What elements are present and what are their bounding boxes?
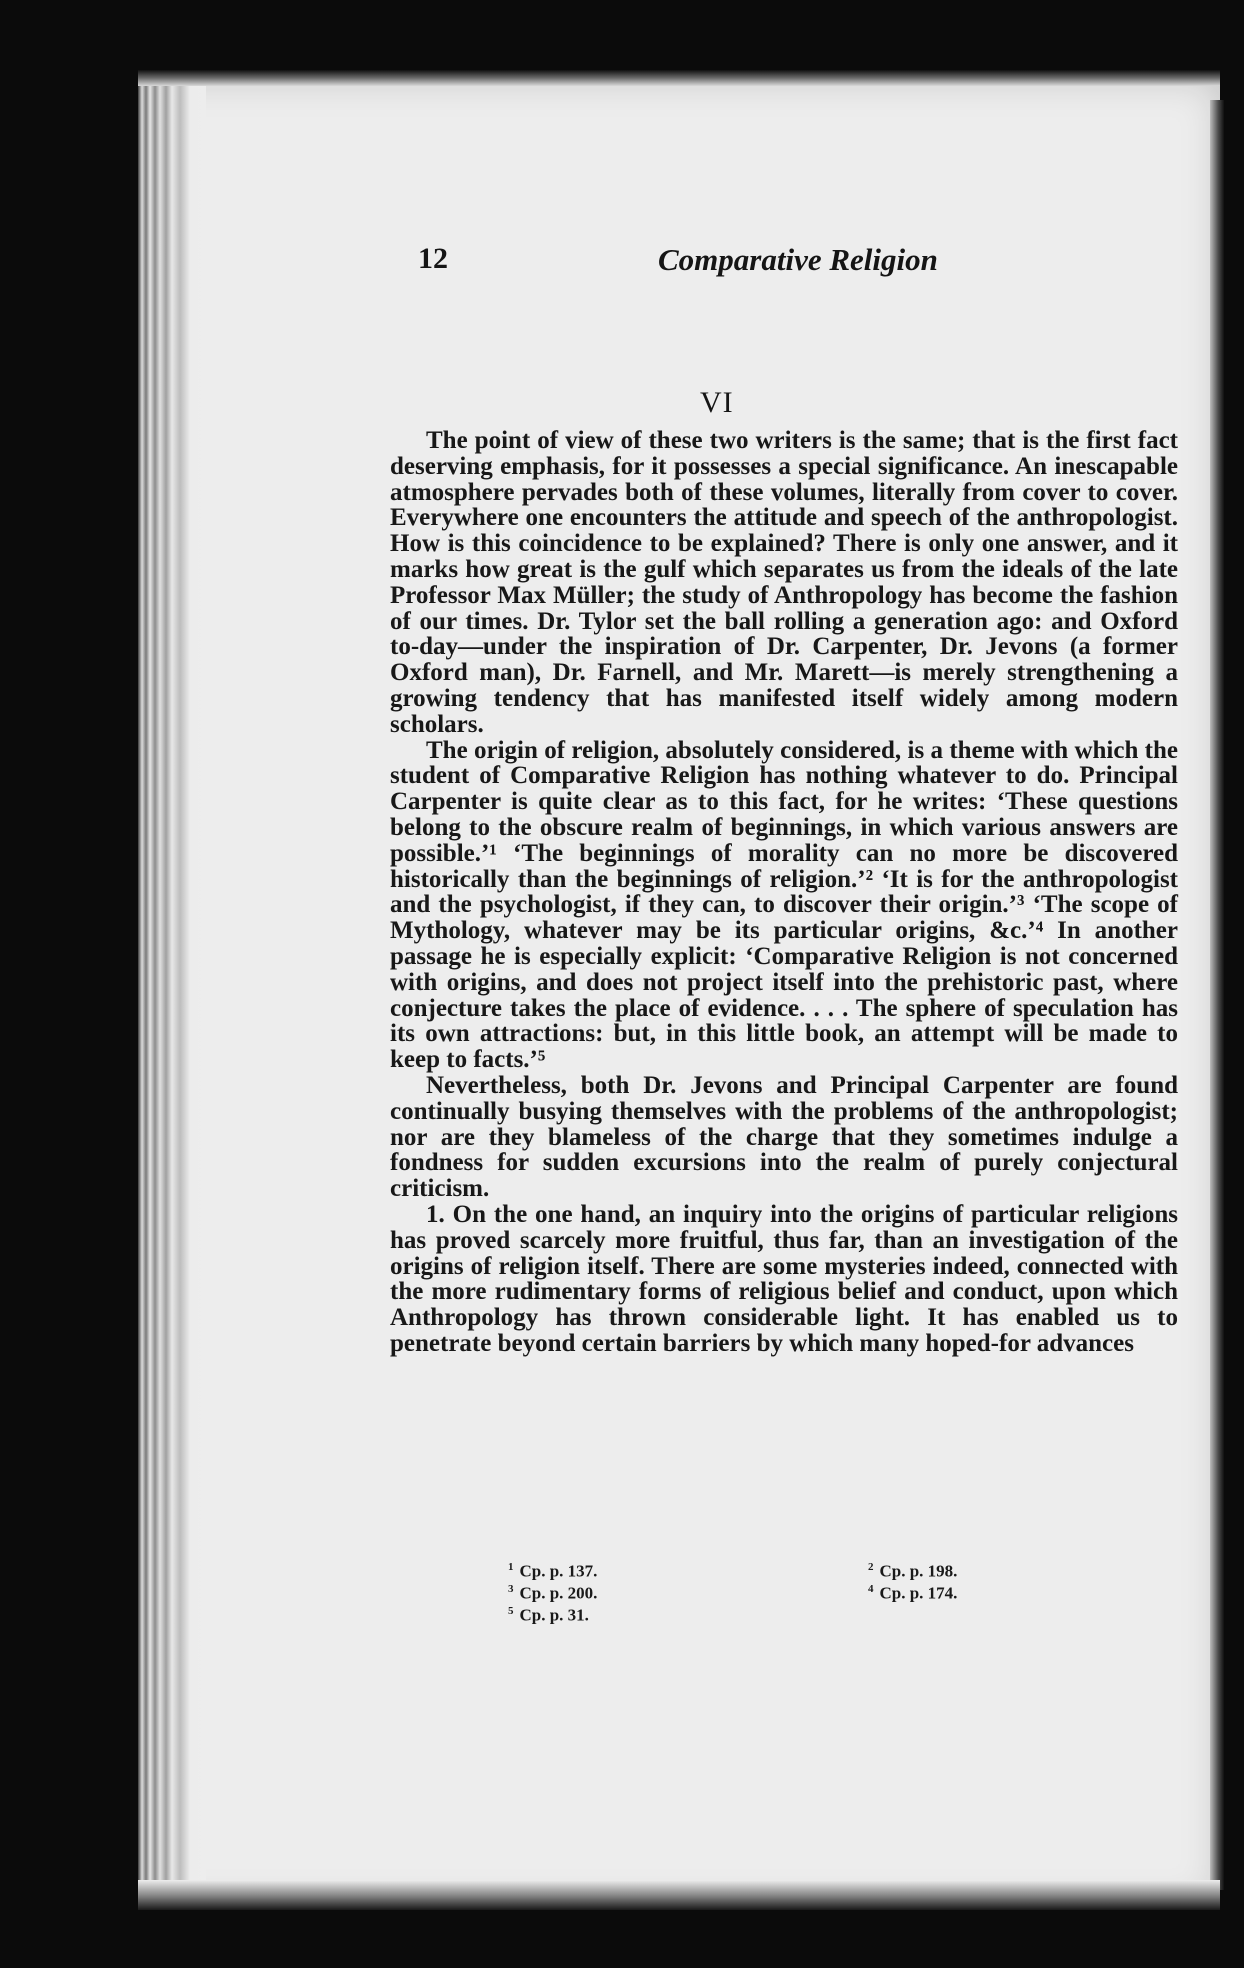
footnote-mark: 3 [508,1583,514,1595]
footnote-mark: 2 [868,1561,874,1573]
paragraph: 1. On the one hand, an inquiry into the origins of particular religions has proved scarcely more fruitful, thus far, than an investigation of the origins of religion itself. There are some mysteries indeed, connected with the more rudimentary forms of religious belief and conduct, upon which Anthropology has thrown considerable light. It has enabled us to penetrate beyond certain barriers by which many hoped-for advances [390,1200,1178,1357]
page-gutter [138,78,206,1908]
footnote [868,1578,957,1605]
page-top-edge [138,70,1220,86]
section-heading: VI [700,386,734,419]
paragraph: The origin of religion, absolutely considered, is a theme with which the student of Comparative Religion has nothing whatever to do. Principal Carpenter is quite clear as to this fact, for he writes: ‘These questions belong to the obscure realm of beginnings, in which various answers are possible.’¹ ‘The beginnings of morality can no more be discovered historically than the beginnings of religion.’² ‘It is for the anthropologist and the psychologist, if they can, to discover their origin.’³ ‘The scope of Mythology, whatever may be its particular origins, &c.’⁴ In another passage he is especially explicit: ‘Comparative Religion is not concerned with origins, and does not project itself into the prehistoric past, where conjecture takes the place of evidence. . . . The sphere of speculation has its own attractions: but, in this little book, an attempt will be made to keep to facts.’⁵ [390,736,1178,1074]
paragraph: Nevertheless, both Dr. Jevons and Principal Carpenter are found continually busying themselves with the problems of the anthropologist; nor are they blameless of the charge that they sometimes indulge a fondness for sudden excursions into the realm of purely conjectural criticism. [390,1071,1178,1203]
footnote-text: Cp. p. 137. [519,1561,598,1581]
footnote [508,1600,589,1627]
running-title: Comparative Religion [658,242,938,277]
running-head [418,242,1178,292]
page-right-edge [1210,100,1224,1890]
footnote-text: Cp. p. 174. [879,1583,958,1603]
footnote-mark: 5 [508,1605,514,1617]
footnote-text: Cp. p. 31. [519,1605,589,1625]
footnotes [508,1556,1048,1646]
footnote-mark: 1 [508,1561,514,1573]
paragraph: The point of view of these two writers is the same; that is the first fact deserving emphasis, for it possesses a special significance. An inescapable atmosphere pervades both of these volumes, literally from cover to cover. Everywhere one encounters the attitude and speech of the anthropologist. How is this coincidence to be explained? There is only one answer, and it marks how great is the gulf which separates us from the ideals of the late Professor Max Müller; the study of Anthropology has become the fashion of our times. Dr. Tylor set the ball rolling a generation ago: and Oxford to-day—under the inspiration of Dr. Carpenter, Dr. Jevons (a former Oxford man), Dr. Farnell, and Mr. Marett—is merely strengthening a growing tendency that has manifested itself widely among modern scholars. [390,427,1178,738]
footnote-text: Cp. p. 198. [879,1561,958,1581]
footnote-text: Cp. p. 200. [519,1583,598,1603]
body-text [390,428,1178,1357]
footnote-mark: 4 [868,1583,874,1595]
page-number: 12 [418,242,448,275]
page-bottom-edge [138,1880,1220,1910]
